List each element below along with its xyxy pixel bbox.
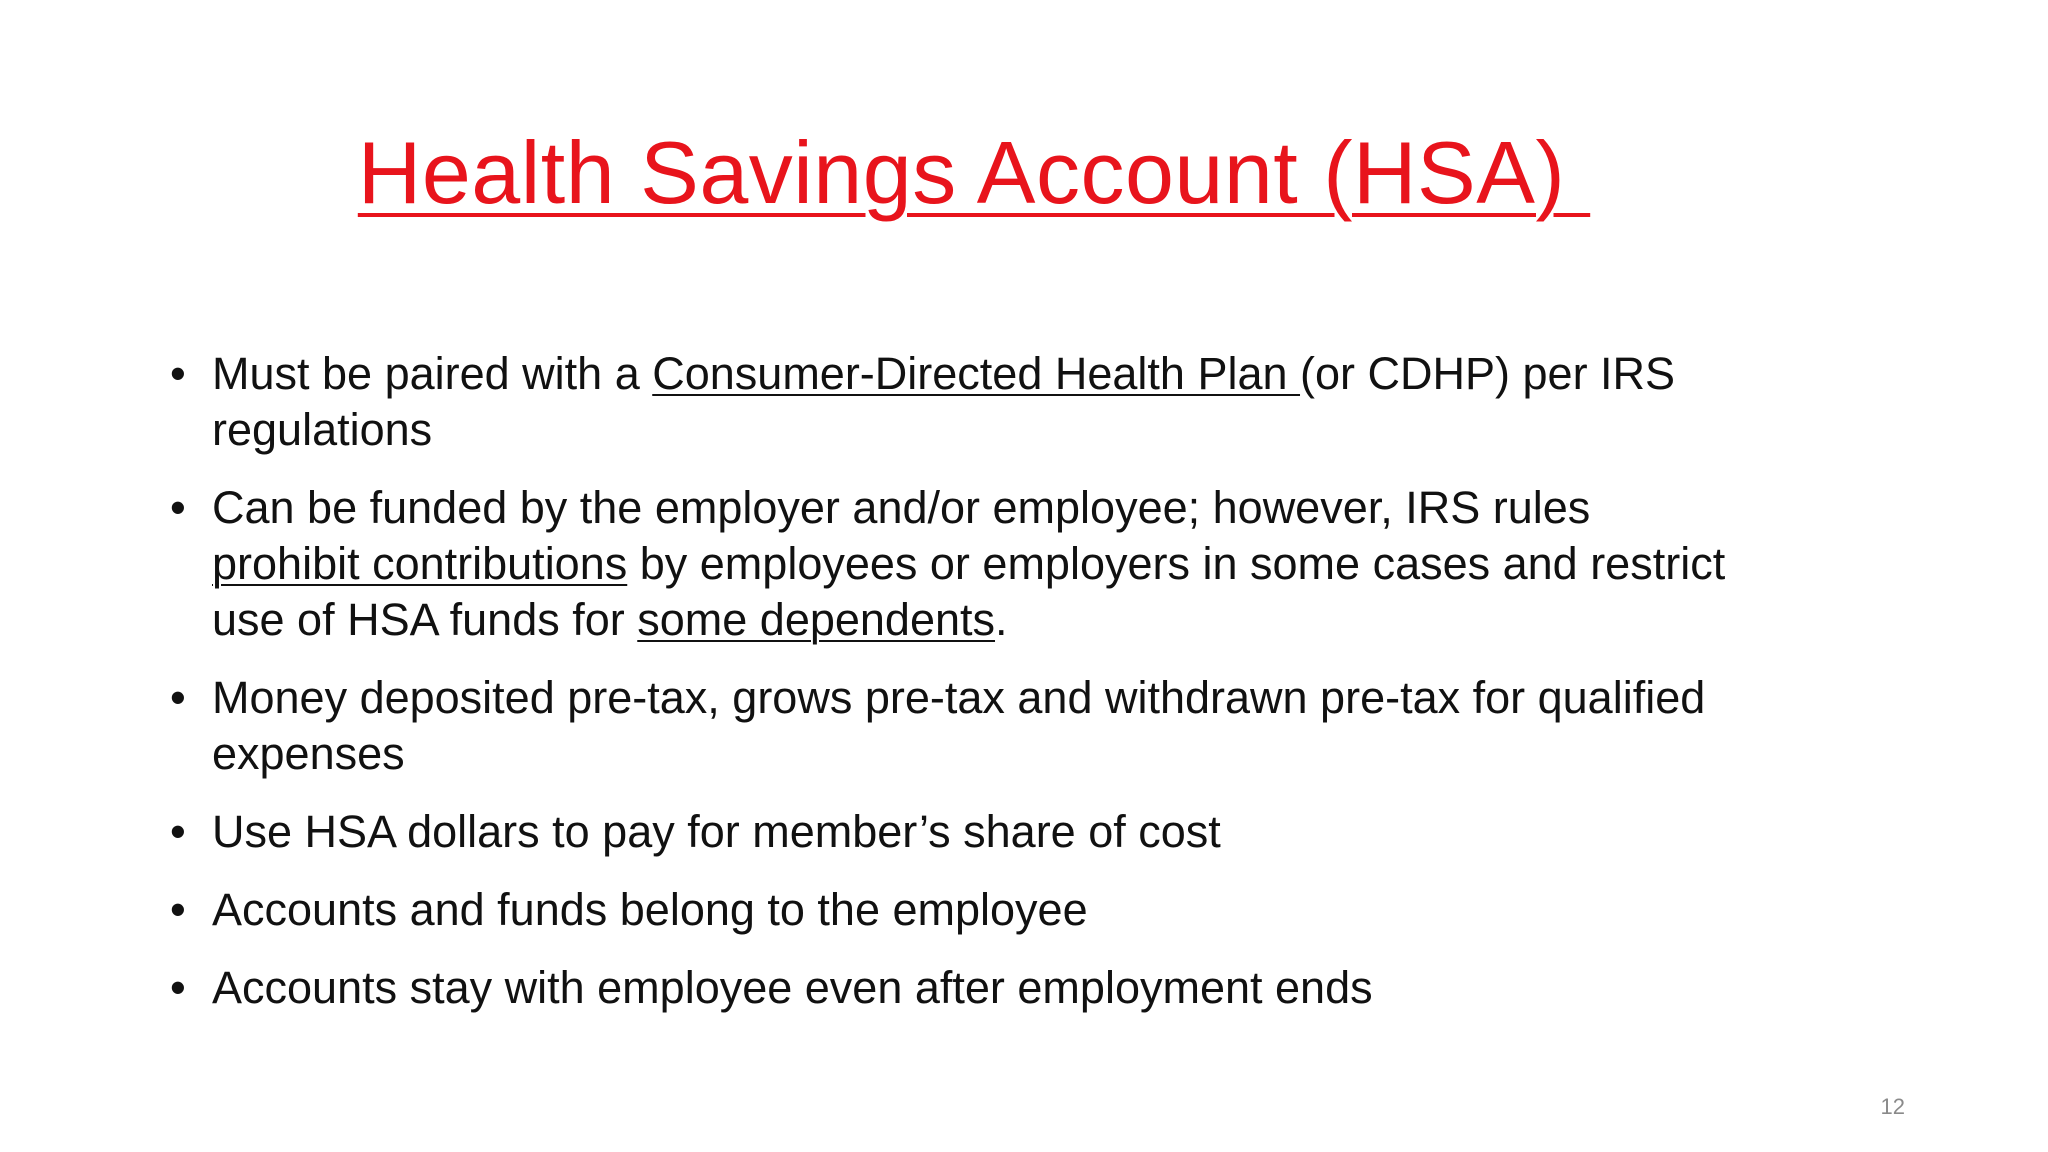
bullet-text: (or CDHP) per IRS regulations (212, 348, 1676, 455)
bullet-text: Use HSA dollars to pay for member’s share of cost (212, 806, 1221, 857)
bullet-marker: • (170, 482, 186, 533)
bullet-text: Money deposited pre-tax, grows pre-tax and withdrawn pre-tax for qualified expenses (212, 672, 1706, 779)
bullet-text: Accounts and funds belong to the employee (212, 884, 1088, 935)
bullet-item (170, 480, 1730, 648)
bullet-marker: • (170, 884, 186, 935)
slide-title (0, 118, 1998, 228)
bullet-item (170, 346, 1730, 458)
bullet-item (170, 960, 1730, 1016)
bullet-marker: • (170, 348, 186, 399)
cdhp-link[interactable]: Consumer-Directed Health Plan (652, 348, 1301, 399)
bullet-marker: • (170, 962, 186, 1013)
prohibit-contributions-link[interactable]: prohibit contributions (212, 538, 628, 589)
bullet-text: Must be paired with a (212, 348, 653, 399)
bullet-marker: • (170, 806, 186, 857)
bullet-list (170, 346, 1730, 1038)
some-dependents-link[interactable]: some dependents (637, 594, 996, 645)
bullet-item (170, 804, 1730, 860)
bullet-text: . (995, 594, 1008, 645)
slide-title-text: Health Savings Account (HSA) (357, 123, 1591, 222)
bullet-text: Can be funded by the employer and/or employee; however, IRS rules (212, 482, 1591, 533)
bullet-text: by employees or employers in some cases and restrict use of HSA funds for (212, 538, 1726, 645)
bullet-marker: • (170, 672, 186, 723)
bullet-item (170, 882, 1730, 938)
bullet-text: Accounts stay with employee even after employment ends (212, 962, 1373, 1013)
page-number: 12 (1880, 1094, 1905, 1119)
bullet-item (170, 670, 1730, 782)
